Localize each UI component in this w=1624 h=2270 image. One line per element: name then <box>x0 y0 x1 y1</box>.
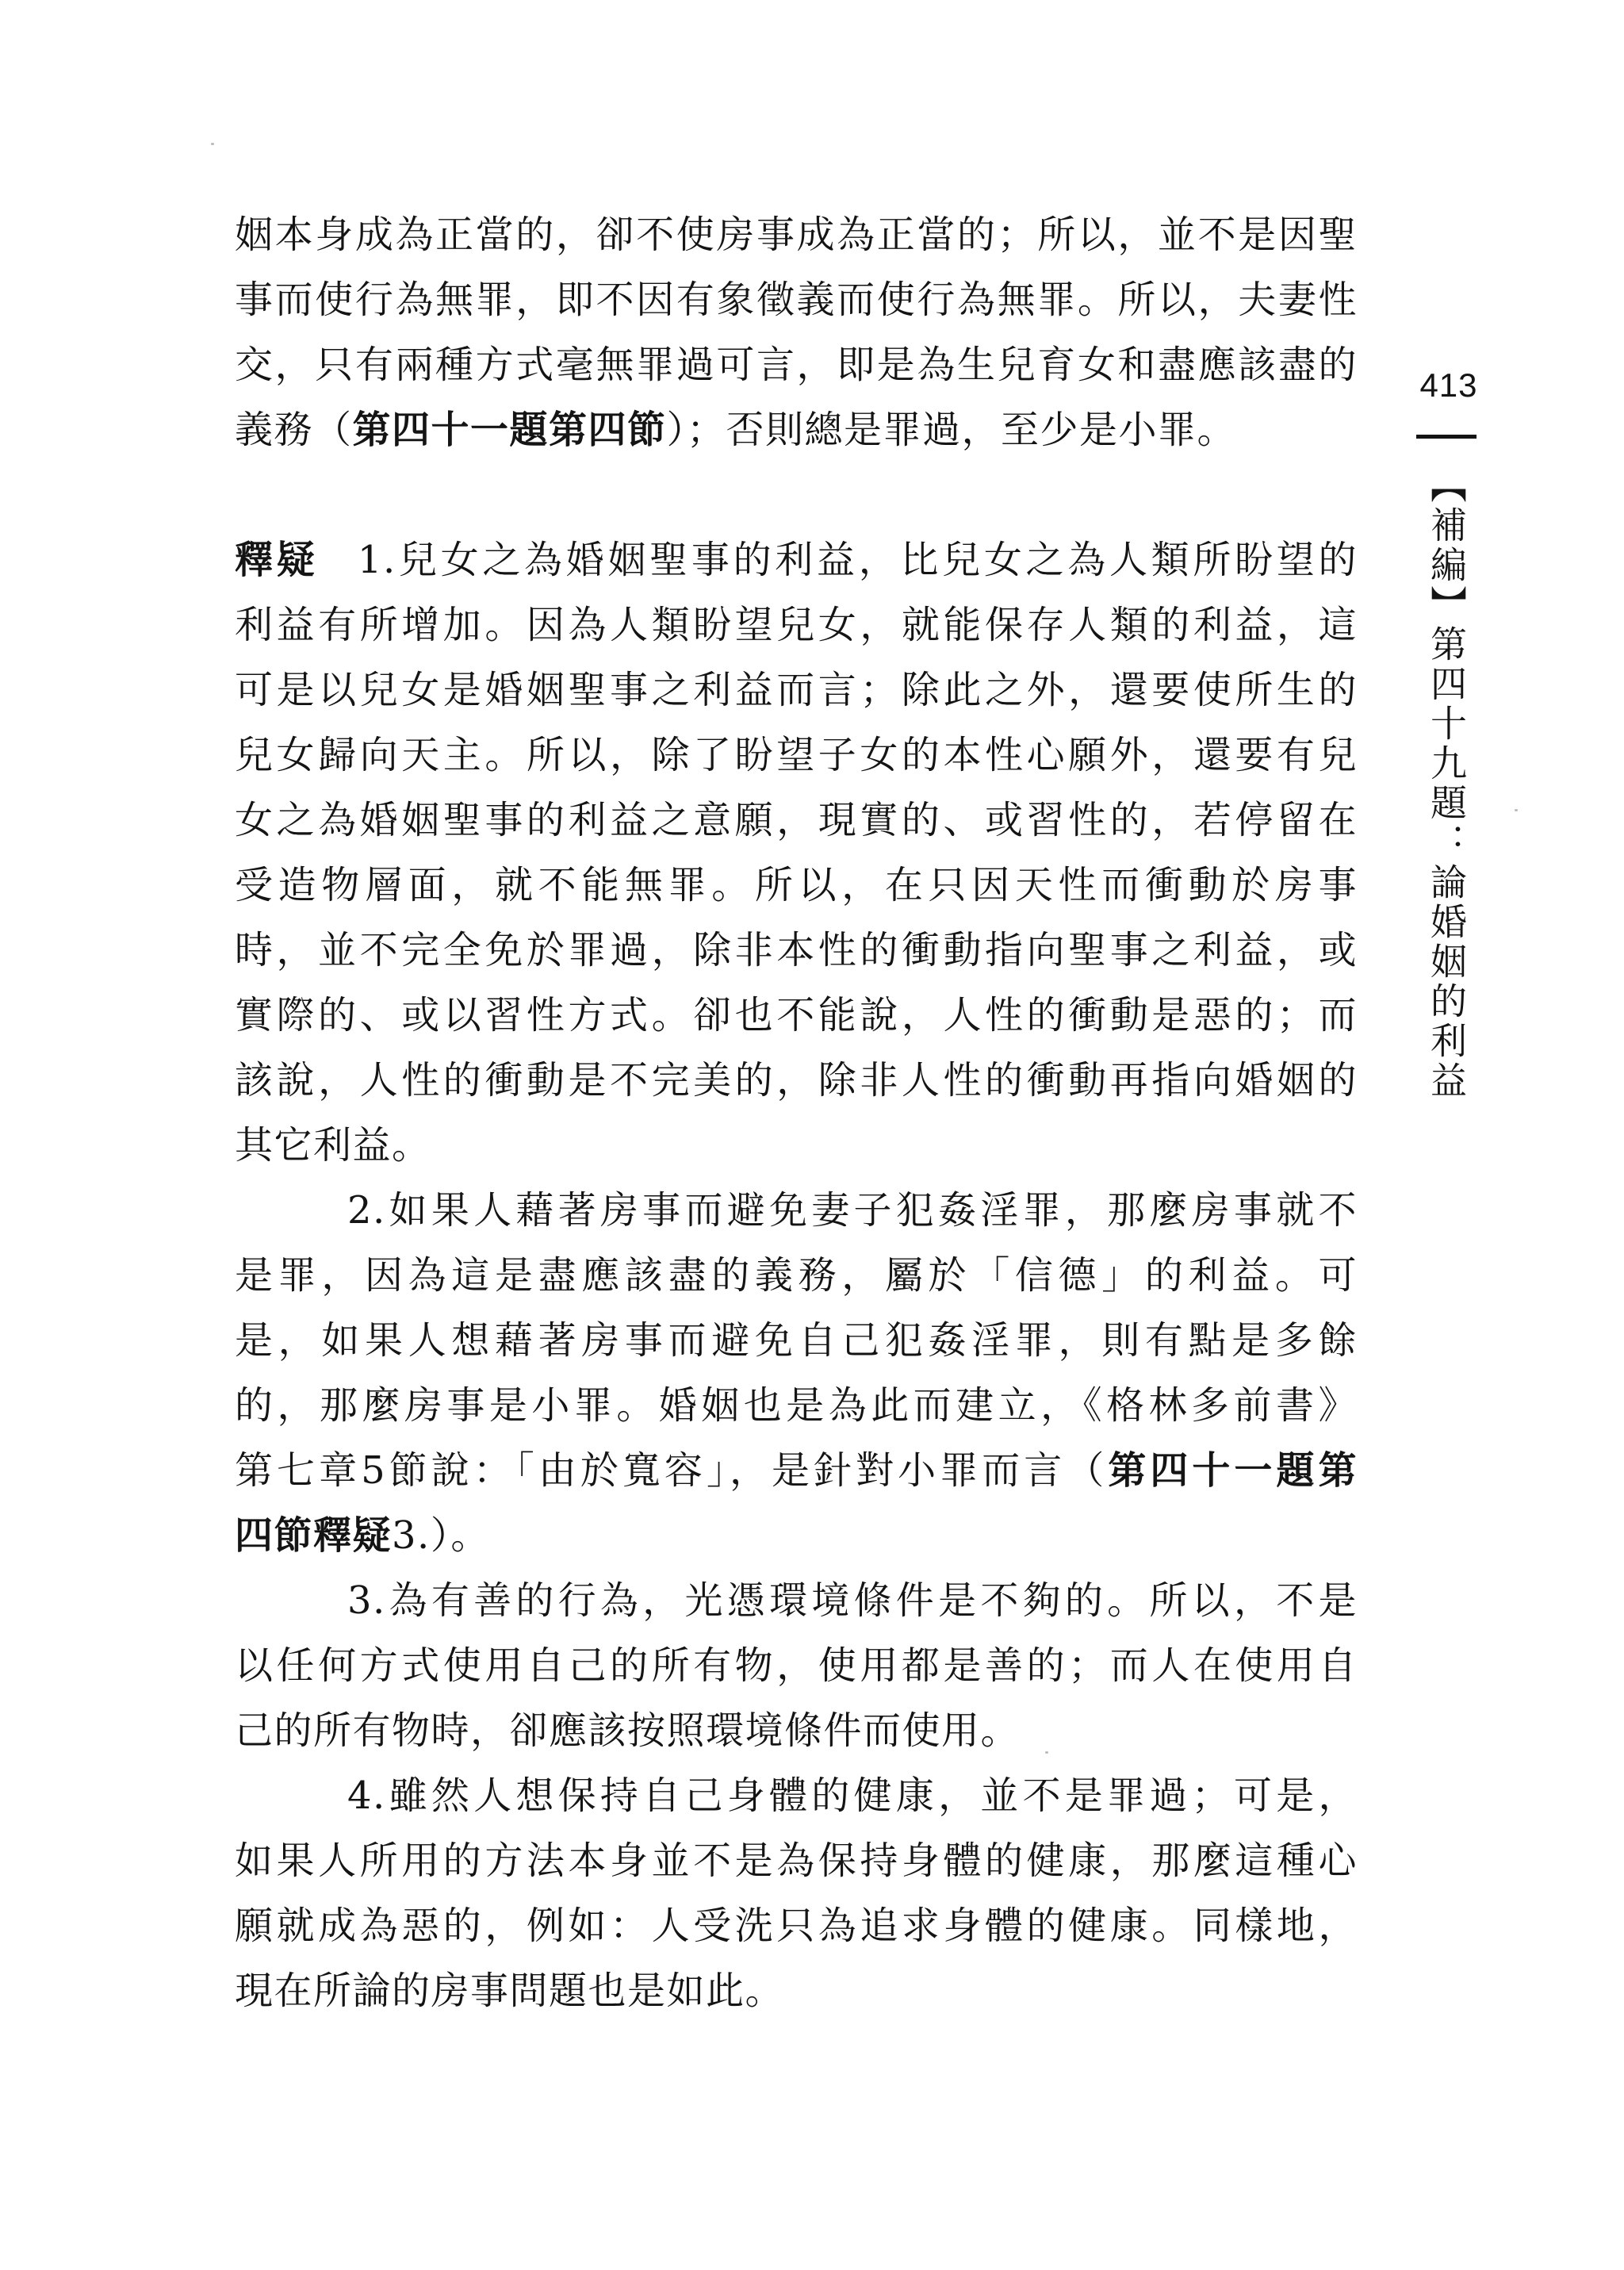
text-span: 1.兒女之為婚姻聖事的利益，比兒女之為人類所盼望的 <box>357 538 1358 582</box>
text-line <box>235 397 1358 462</box>
text-line <box>235 1503 1358 1568</box>
text-line: 以任何方式使用自己的所有物，使用都是善的；而人在使用自 <box>235 1643 1358 1688</box>
cross-reference: 第四十一題第 <box>1108 1448 1358 1493</box>
text-line: 該說，人性的衝動是不完美的，除非人性的衝動再指向婚姻的 <box>235 1058 1358 1102</box>
page-number: 413 <box>1419 366 1478 404</box>
text-line: 時，並不完全免於罪過，除非本性的衝動指向聖事之利益，或 <box>235 928 1358 972</box>
text-span: ）；否則總是罪過，至少是小罪。 <box>666 408 1237 452</box>
text-line: 實際的、或以習性方式。卻也不能說，人性的衝動是惡的；而 <box>235 993 1358 1037</box>
body-text <box>235 202 1358 2023</box>
reply-label: 釋疑 <box>235 538 319 582</box>
text-line: 受造物層面，就不能無罪。所以，在只因天性而衝動於房事 <box>235 863 1358 907</box>
cross-reference: 第四十一題第四節 <box>352 408 667 452</box>
scan-speck <box>211 143 214 145</box>
text-line: 其它利益。 <box>235 1123 431 1168</box>
text-line: 2.如果人藉著房事而避免妻子犯姦淫罪，那麼房事就不 <box>347 1188 1358 1233</box>
running-head-section: 【補編】 <box>1425 466 1468 625</box>
text-line: 兒女歸向天主。所以，除了盼望子女的本性心願外，還要有兒 <box>235 733 1358 777</box>
scan-speck <box>1515 809 1518 811</box>
text-line: 交，只有兩種方式毫無罪過可言，即是為生兒育女和盡應該盡的 <box>235 343 1358 387</box>
paragraph-gap <box>235 462 1358 527</box>
running-head-chapter: 第四十九題：論婚姻的利益 <box>1425 625 1468 1101</box>
text-line: 事而使行為無罪，即不因有象徵義而使行為無罪。所以，夫妻性 <box>235 278 1358 322</box>
text-line: 利益有所增加。因為人類盼望兒女，就能保存人類的利益，這 <box>235 603 1358 647</box>
text-line: 是罪，因為這是盡應該盡的義務，屬於「信德」的利益。可 <box>235 1253 1358 1298</box>
text-line: 願就成為惡的，例如：人受洗只為追求身體的健康。同樣地， <box>235 1904 1358 1948</box>
text-line: 現在所論的房事問題也是如此。 <box>235 1969 785 2013</box>
margin-rule <box>1416 435 1477 439</box>
text-span: 3.）。 <box>392 1513 490 1558</box>
text-line: 如果人所用的方法本身並不是為保持身體的健康，那麼這種心 <box>235 1839 1358 1883</box>
scan-speck <box>1045 1751 1048 1754</box>
text-line: 的，那麼房事是小罪。婚姻也是為此而建立，《格林多前書》 <box>235 1383 1358 1428</box>
running-head <box>1423 466 1470 1101</box>
text-line: 4.雖然人想保持自己身體的健康，並不是罪過；可是， <box>347 1773 1358 1818</box>
text-line: 3.為有善的行為，光憑環境條件是不夠的。所以，不是 <box>347 1578 1358 1623</box>
text-line: 姻本身成為正當的，卻不使房事成為正當的；所以，並不是因聖 <box>235 213 1358 257</box>
text-line: 己的所有物時，卻應該按照環境條件而使用。 <box>235 1708 1021 1753</box>
text-line: 可是以兒女是婚姻聖事之利益而言；除此之外，還要使所生的 <box>235 668 1358 712</box>
text-line: 女之為婚姻聖事的利益之意願，現實的、或習性的，若停留在 <box>235 798 1358 842</box>
cross-reference: 四節釋疑 <box>235 1513 393 1558</box>
text-line <box>235 527 1358 592</box>
text-span: 義務（ <box>235 408 353 452</box>
text-line <box>235 1438 1358 1503</box>
text-line: 是，如果人想藉著房事而避免自己犯姦淫罪，則有點是多餘 <box>235 1318 1358 1363</box>
text-span: 第七章5節說：「由於寬容」，是針對小罪而言（ <box>235 1448 1109 1493</box>
